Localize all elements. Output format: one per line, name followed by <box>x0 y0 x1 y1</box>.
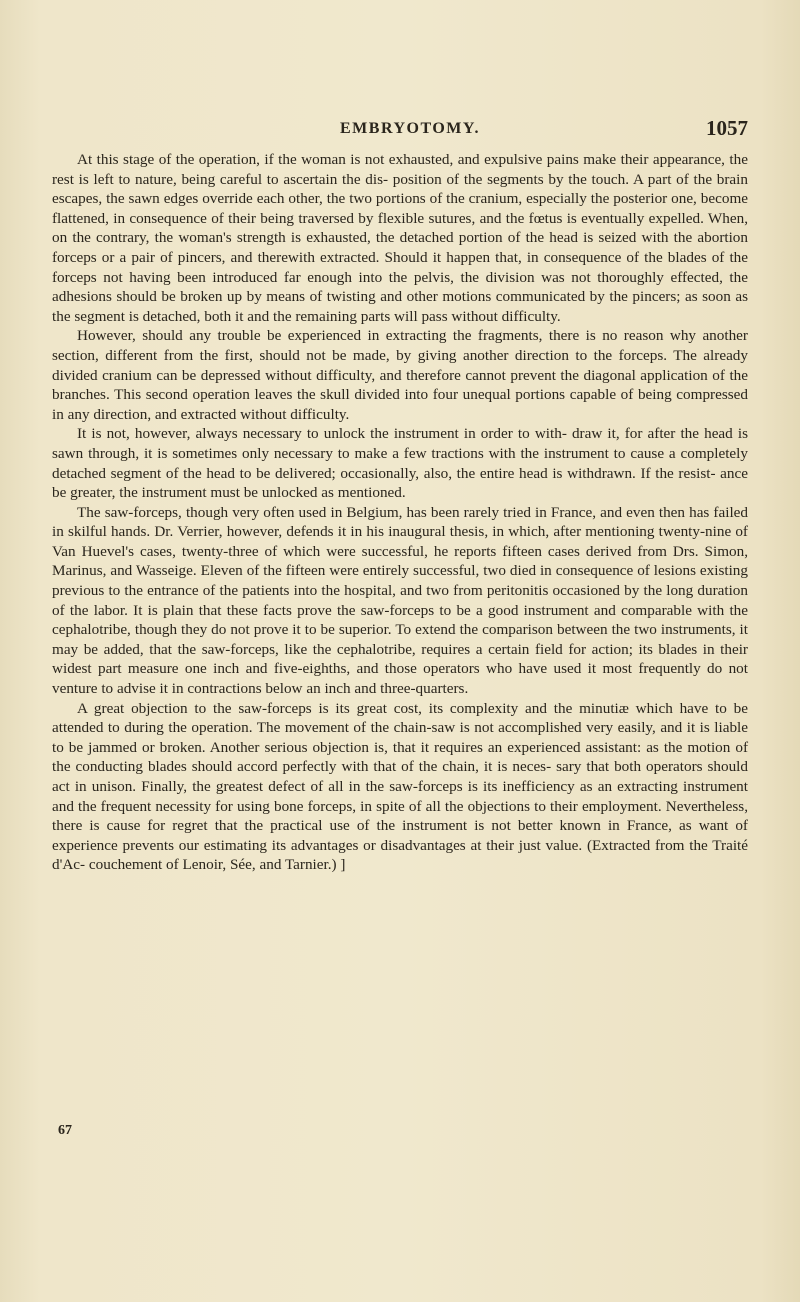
paragraph: At this stage of the operation, if the woman is not exhausted, and expulsive pains make their appearance, the rest is left to nature, being careful to ascertain the dis- position of the segments by the touch. A part of the brain escapes, the sawn edges override each other, the two portions of the cranium, especially the posterior one, become flattened, in consequence of their being traversed by flexible sutures, and the fœtus is eventually expelled. When, on the contrary, the woman's strength is exhausted, the detached portion of the head is seized with the abortion forceps or a pair of pincers, and therewith extracted. Should it happen that, in consequence of the blades of the forceps not having been introduced far enough into the pelvis, the division was not thoroughly effected, the adhesions should be broken up by means of twisting and other motions communicated by the pincers; as soon as the segment is detached, both it and the remaining parts will pass without difficulty. <box>52 151 748 325</box>
signature-mark: 67 <box>58 1123 72 1138</box>
page-header <box>52 116 748 144</box>
body-text <box>52 150 748 875</box>
page-number: 1057 <box>706 116 748 140</box>
paragraph: The saw-forceps, though very often used in Belgium, has been rarely tried in France, and even then has failed in skilful hands. Dr. Verrier, however, defends it in his inaugural thesis, in which, after mentioning twenty-nine of Van Huevel's cases, twenty-three of which were successful, he reports fifteen cases derived from Drs. Simon, Marinus, and Wasseige. Eleven of the fifteen were entirely successful, two died in consequence of lesions existing previous to the entrance of the patients into the hospital, and two from peritonitis occasioned by the long duration of the labor. It is plain that these facts prove the saw-forceps to be a good instrument and comparable with the cephalotribe, though they do not prove it to be superior. To extend the comparison between the two instruments, it may be added, that the saw-forceps, like the cephalotribe, requires a certain field for action; its blades in their widest part measure one inch and five-eighths, and those operators who have used it most frequently do not venture to advise it in contractions below an inch and three-quarters. <box>52 503 748 698</box>
running-head: EMBRYOTOMY. <box>340 120 480 137</box>
paragraph: It is not, however, always necessary to unlock the instrument in order to with- draw it, for after the head is sawn through, it is sometimes only necessary to make a few tractions with the instrument to cause a completely detached segment of the head to be delivered; occasionally, also, the entire head is withdrawn. If the resist- ance be greater, the instrument must be unlocked as mentioned. <box>52 425 748 502</box>
paragraph: A great objection to the saw-forceps is its great cost, its complexity and the minutiæ which have to be attended to during the operation. The movement of the chain-saw is not accomplished very easily, and it is liable to be jammed or broken. Another serious objection is, that it requires an experienced assistant: as the motion of the conducting blades should accord perfectly with that of the chain, it is neces- sary that both operators should act in unison. Finally, the greatest defect of all in the saw-forceps is its inefficiency as an extracting instrument and the frequent necessity for using bone forceps, in spite of all the objections to their employment. Nevertheless, there is cause for regret that the practical use of the instrument is not better known in France, as want of experience prevents our estimating its advantages or disadvantages at their just value. (Extracted from the Traité d'Ac- couchement of Lenoir, Sée, and Tarnier.) ] <box>52 699 748 874</box>
paragraph: However, should any trouble be experienced in extracting the fragments, there is no reason why another section, different from the first, should not be made, by giving another direction to the forceps. The already divided cranium can be depressed without difficulty, and therefore cannot prevent the diagonal application of the branches. This second operation leaves the skull divided into four unequal portions capable of being compressed in any direction, and extracted without difficulty. <box>52 327 748 423</box>
